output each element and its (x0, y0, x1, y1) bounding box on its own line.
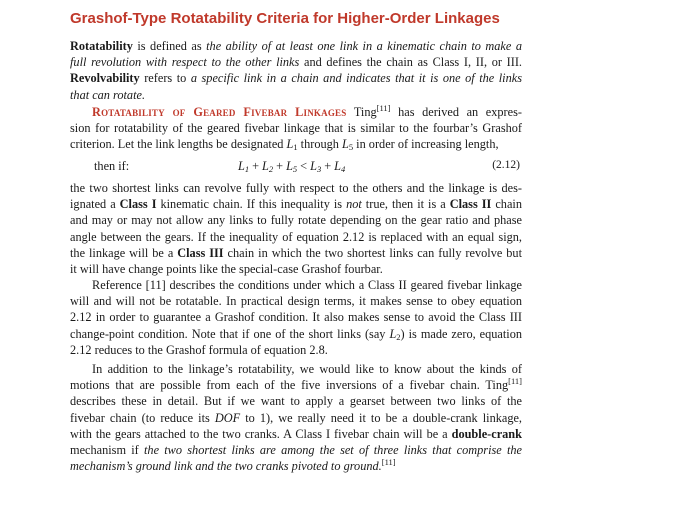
equation-number: (2.12) (492, 159, 520, 171)
text-line: it will have change points like the special-case Grashof fourbar. (70, 262, 383, 277)
citation: [11] (376, 103, 391, 113)
section-title: Grashof-Type Rotatability Criteria for Higher-Order Linkages (70, 10, 500, 27)
text-line: mechanism’s ground link and the two cranks pivoted to ground.[11] (70, 457, 396, 474)
text-line: ignated a Class I kinematic chain. If this inequality is not true, then it is a Class II chain (70, 197, 522, 212)
text-line: motions that are possible from each of the five inversions of a fivebar chain. Ting[11] (70, 376, 522, 393)
text-line: Rotatability is defined as the ability of at least one link in a kinematic chain to make a (70, 39, 522, 53)
text-line: with the gears attached to the two cranks. A Class I fivebar chain will be a double-crank (70, 426, 522, 441)
text-line: In addition to the linkage’s rotatability, we would like to know about the kinds of (92, 362, 522, 376)
paragraph-reference-11 (70, 277, 522, 358)
text-line: Reference [11] describes the conditions under which a Class II geared fivebar linkage (92, 278, 522, 292)
text-line: criterion. Let the link lengths be designated $L_1$ through $L_5$ in order of increasing length, (70, 137, 499, 153)
text-line: Rotatability of Geared Fivebar Linkages Ting[11] has derived an expres- (92, 103, 522, 119)
text-line: that can rotate. (70, 87, 146, 102)
term-rotatability: Rotatability (70, 39, 133, 53)
paragraph-class-definitions (70, 180, 522, 277)
run-in-heading: Rotatability of Geared Fivebar Linkages (92, 105, 347, 119)
equation-lead: then if: (94, 159, 130, 173)
paragraph-double-crank (70, 361, 522, 474)
text-line: describes these in detail. But if we want to apply a gearset between two links of the (70, 394, 522, 409)
citation: [11] (508, 376, 522, 387)
text-line: fivebar chain (to reduce its DOF to 1), we really need it to be a double-crank linkage, (70, 410, 522, 425)
paragraph-rotatability-definition (70, 38, 522, 103)
term-revolvability: Revolvability (70, 71, 140, 86)
text-line: change-point condition. Note that if one of the short links (say $L_2$) is made zero, equation (70, 326, 522, 342)
text-line: the two shortest links can revolve fully with respect to the others and the linkage is des- (70, 181, 522, 195)
text-line: mechanism if the two shortest links are among the set of three links that comprise the (70, 443, 522, 458)
text-line: angle between the gears. If the inequality of equation 2.12 is replaced with an equal sign, (70, 229, 522, 244)
equation-2-12 (94, 159, 522, 177)
text-line: full revolution with respect to the other links and defines the chain as Class I, II, or III. (70, 55, 522, 70)
text-line: and may or may not allow any links to fully rotate depending on the gear ratio and phase (70, 213, 522, 228)
text-line: 2.12 in order to guarantee a Grashof condition. It also makes sense to avoid the Class III (70, 310, 522, 325)
text-line: the linkage will be a Class III chain in which the two shortest links can fully revolve but (70, 245, 522, 260)
paragraph-geared-fivebar (70, 104, 522, 153)
text-line: will and will not be rotatable. In practical design terms, it makes sense to obey equation (70, 294, 522, 309)
text-line: 2.12 reduces to the Grashof formula of equation 2.8. (70, 342, 328, 357)
equation-body: $L_1 + L_2 + L_5 < L_3 + L_4$ (238, 159, 346, 174)
citation: [11] (381, 457, 396, 468)
text-line: sion for rotatability of the geared fivebar linkage that is similar to the fourbar’s Grashof (70, 121, 522, 136)
text-line: Revolvability refers to a specific link in a chain and indicates that it is one of the links (70, 71, 522, 86)
